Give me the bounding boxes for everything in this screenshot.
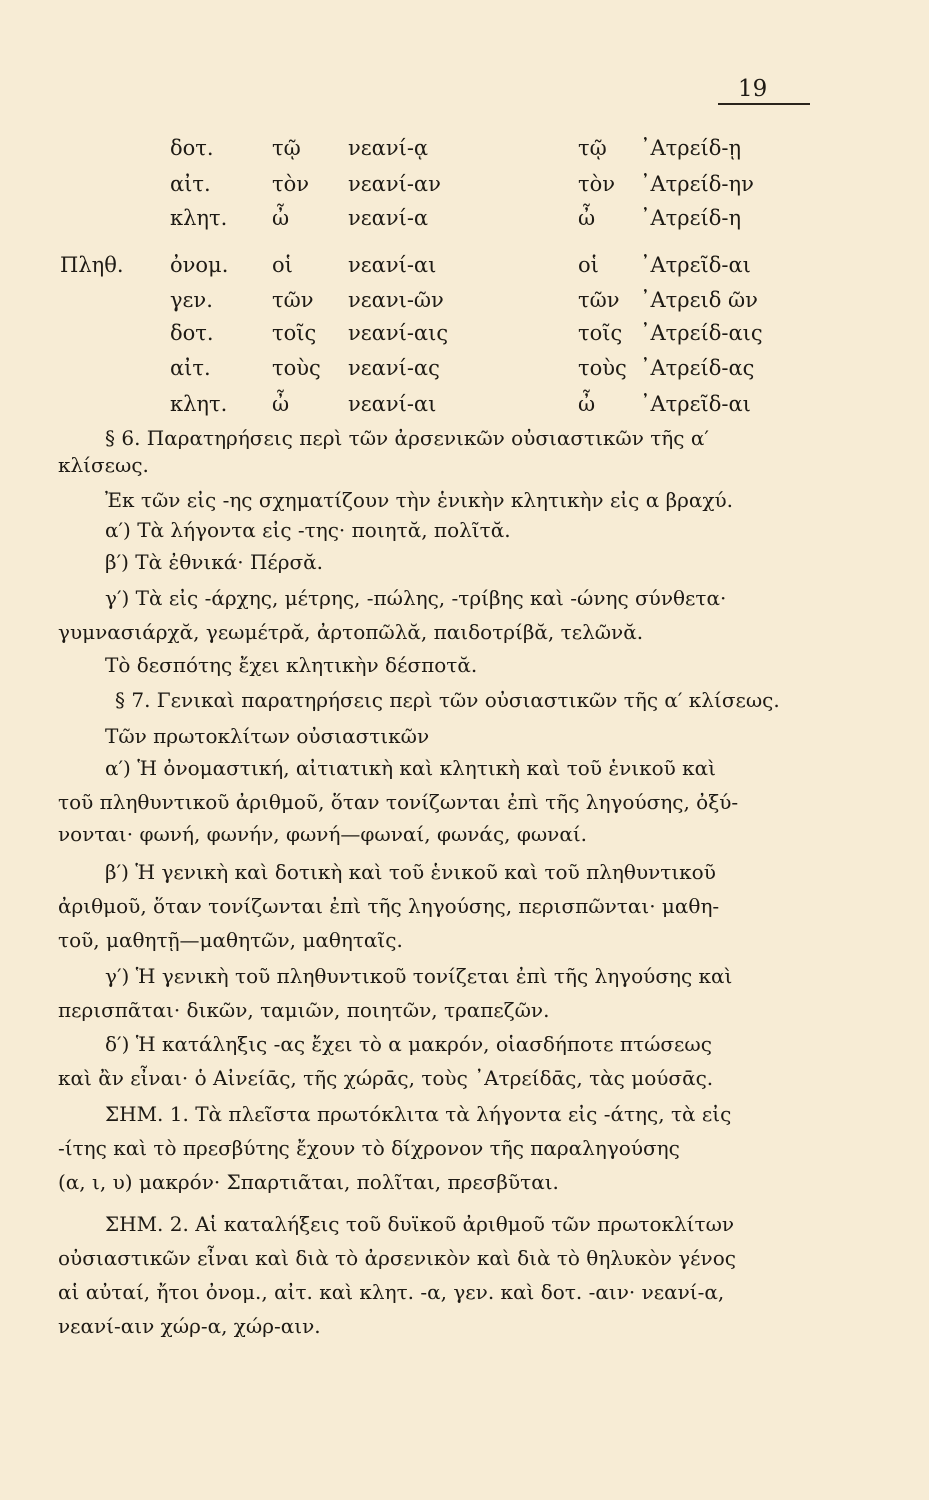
case-label: γεν. <box>170 288 213 312</box>
text-line: τοῦ πληθυντικοῦ ἀριθμοῦ, ὅταν τονίζωνται ἐπὶ τῆς ληγούσης, ὀξύ- <box>58 790 739 814</box>
atreides-form-cell: ᾿Ατρεῖδ-αι <box>640 253 751 277</box>
atreides-form-cell: ᾿Ατρειδ ῶν <box>640 288 758 312</box>
text-line: α′) Τὰ λήγοντα εἰς -της· ποιητᾰ, πολῖτᾰ. <box>105 518 511 542</box>
text-line: β′) Τὰ ἐθνικά· Πέρσᾰ. <box>105 550 324 574</box>
text-line: τοῦ, μαθητῇ—μαθητῶν, μαθηταῖς. <box>58 928 403 952</box>
case-label: δοτ. <box>170 136 214 160</box>
article-cell: τῷ <box>272 136 301 160</box>
page-number-rule <box>718 103 810 105</box>
page-number: 19 <box>738 76 768 102</box>
article-cell: τὸν <box>578 172 616 196</box>
text-line: α′) Ἡ ὀνομαστική, αἰτιατικὴ καὶ κλητικὴ καὶ τοῦ ἑνικοῦ καὶ <box>105 756 716 780</box>
neania-form-cell: νεανί-αι <box>348 253 437 277</box>
text-line: νεανί-αιν χώρ-α, χώρ-αιν. <box>58 1314 321 1338</box>
atreides-form-cell: ᾿Ατρείδ-ην <box>640 172 754 196</box>
text-line: Τῶν πρωτοκλίτων οὐσιαστικῶν <box>105 724 430 748</box>
text-line: γ′) Τὰ εἰς -άρχης, μέτρης, -πώλης, -τρίβης καὶ -ώνης σύνθετα· <box>105 586 727 610</box>
text-line: β′) Ἡ γενικὴ καὶ δοτικὴ καὶ τοῦ ἑνικοῦ καὶ τοῦ πληθυντικοῦ <box>105 860 716 884</box>
article-cell: τοῖς <box>272 321 317 345</box>
case-label: ὀνομ. <box>170 253 229 277</box>
text-line: κλίσεως. <box>58 453 149 477</box>
article-cell: τοὺς <box>272 356 321 380</box>
neania-form-cell: νεανί-αι <box>348 392 437 416</box>
atreides-form-cell: ᾿Ατρείδ-ας <box>640 356 755 380</box>
article-cell: ὦ <box>578 392 596 416</box>
neania-form-cell: νεανί-ᾳ <box>348 136 429 160</box>
article-cell: τοὺς <box>578 356 627 380</box>
text-line: Τὸ δεσπότης ἔχει κλητικὴν δέσποτᾰ. <box>105 653 478 677</box>
case-label: αἰτ. <box>170 172 211 196</box>
case-label: δοτ. <box>170 321 214 345</box>
neania-form-cell: νεανί-ας <box>348 356 440 380</box>
neania-form-cell: νεανί-α <box>348 206 429 230</box>
text-line: -ίτης καὶ τὸ πρεσβύτης ἔχουν τὸ δίχρονον τῆς παραληγούσης <box>58 1136 680 1160</box>
atreides-form-cell: ᾿Ατρείδ-ῃ <box>640 136 742 160</box>
case-label: αἰτ. <box>170 356 211 380</box>
number-label: Πληθ. <box>60 253 124 277</box>
neania-form-cell: νεανί-αις <box>348 321 449 345</box>
article-cell: τῶν <box>272 288 314 312</box>
atreides-form-cell: ᾿Ατρείδ-η <box>640 206 742 230</box>
text-line: περισπᾶται· δικῶν, ταμιῶν, ποιητῶν, τραπεζῶν. <box>58 998 550 1022</box>
atreides-form-cell: ᾿Ατρεῖδ-αι <box>640 392 751 416</box>
neania-form-cell: νεανί-αν <box>348 172 441 196</box>
text-line: δ′) Ἡ κατάληξις -ας ἔχει τὸ α μακρόν, οἱασδήποτε πτώσεως <box>105 1032 712 1056</box>
text-line: ἀριθμοῦ, ὅταν τονίζωνται ἐπὶ τῆς ληγούσης, περισπῶνται· μαθη- <box>58 894 720 918</box>
neania-form-cell: νεανι-ῶν <box>348 288 444 312</box>
atreides-form-cell: ᾿Ατρείδ-αις <box>640 321 763 345</box>
article-cell: ὦ <box>578 206 596 230</box>
article-cell: τῶν <box>578 288 620 312</box>
article-cell: τὸν <box>272 172 310 196</box>
text-line: ΣΗΜ. 1. Τὰ πλεῖστα πρωτόκλιτα τὰ λήγοντα εἰς -άτης, τὰ εἰς <box>105 1102 732 1126</box>
article-cell: οἱ <box>272 253 293 277</box>
case-label: κλητ. <box>170 392 228 416</box>
text-line: ΣΗΜ. 2. Αἱ καταλήξεις τοῦ δυϊκοῦ ἀριθμοῦ τῶν πρωτοκλίτων <box>105 1212 735 1236</box>
text-line: γυμνασιάρχᾰ, γεωμέτρᾰ, ἀρτοπῶλᾰ, παιδοτρίβᾰ, τελῶνᾰ. <box>58 620 644 644</box>
article-cell: τοῖς <box>578 321 623 345</box>
text-line: αἱ αὐταί, ἤτοι ὀνομ., αἰτ. καὶ κλητ. -α, γεν. καὶ δοτ. -αιν· νεανί-α, <box>58 1280 725 1304</box>
text-line: γ′) Ἡ γενικὴ τοῦ πληθυντικοῦ τονίζεται ἐπὶ τῆς ληγούσης καὶ <box>105 964 733 988</box>
text-line: καὶ ἂν εἶναι· ὁ Αἰνείᾱς, τῆς χώρᾱς, τοὺς ᾿Ατρείδᾱς, τὰς μούσᾱς. <box>58 1066 714 1090</box>
text-line: § 7. Γενικαὶ παρατηρήσεις περὶ τῶν οὐσιαστικῶν τῆς α′ κλίσεως. <box>115 688 780 712</box>
article-cell: ὦ <box>272 392 290 416</box>
article-cell: ὦ <box>272 206 290 230</box>
text-line: Ἐκ τῶν εἰς -ης σχηματίζουν τὴν ἑνικὴν κλητικὴν εἰς α βραχύ. <box>105 488 734 512</box>
article-cell: τῷ <box>578 136 607 160</box>
text-line: οὐσιαστικῶν εἶναι καὶ διὰ τὸ ἀρσενικὸν καὶ διὰ τὸ θηλυκὸν γένος <box>58 1246 736 1270</box>
text-line: νονται· φωνή, φωνήν, φωνή—φωναί, φωνάς, φωναί. <box>58 822 588 846</box>
article-cell: οἱ <box>578 253 599 277</box>
text-line: (α, ι, υ) μακρόν· Σπαρτιᾶται, πολῖται, πρεσβῦται. <box>58 1170 559 1194</box>
case-label: κλητ. <box>170 206 228 230</box>
text-line: § 6. Παρατηρήσεις περὶ τῶν ἀρσενικῶν οὐσιαστικῶν τῆς α′ <box>105 426 709 450</box>
